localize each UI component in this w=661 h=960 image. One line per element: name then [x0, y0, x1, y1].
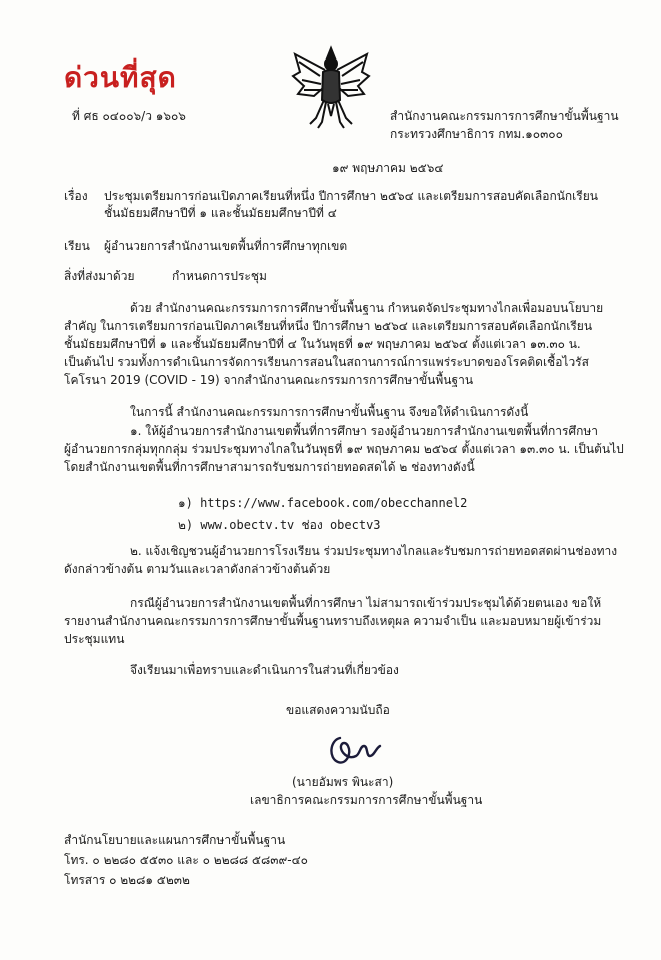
subject-label: เรื่อง	[64, 189, 88, 203]
enclosure-value: กำหนดการประชุม	[172, 269, 267, 283]
channel-link-facebook[interactable]: ๑) https://www.facebook.com/obecchannel2	[178, 496, 468, 510]
list-item-line: ๑. ให้ผู้อำนวยการสำนักงานเขตพื้นที่การศึกษา รองผู้อำนวยการสำนักงานเขตพื้นที่การศึกษา	[130, 424, 599, 438]
closing-salutation: ขอแสดงความนับถือ	[286, 703, 390, 717]
closing-paragraph: จึงเรียนมาเพื่อทราบและดำเนินการในส่วนที่เกี่ยวข้อง	[130, 663, 399, 677]
garuda-emblem-icon	[290, 42, 372, 130]
recipient-label: เรียน	[64, 239, 90, 253]
phone-number: โทร. ๐ ๒๒๘๐ ๕๕๓๐ และ ๐ ๒๒๘๘ ๕๘๓๙-๔๐	[64, 853, 308, 867]
paragraph-line: ชั้นมัธยมศึกษาปีที่ ๑ และชั้นมัธยมศึกษาปีที่ ๔ ในวันพุธที่ ๑๙ พฤษภาคม ๒๕๖๔ ตั้งแต่เวลา ๑๓.๓๐ น.	[64, 337, 581, 351]
list-item-line: โดยสำนักงานเขตพื้นที่การศึกษาสามารถรับชมการถ่ายทอดสดได้ ๒ ช่องทางดังนี้	[64, 460, 475, 474]
signer-name: (นายอัมพร พินะสา)	[292, 775, 394, 789]
paragraph-line: เป็นต้นไป รวมทั้งการดำเนินการจัดการเรียนการสอนในสถานการณ์การแพร่ระบาดของโรคติดเชื้อไวรัส	[64, 355, 589, 369]
document-date: ๑๙ พฤษภาคม ๒๕๖๔	[332, 161, 444, 175]
department-name: สำนักนโยบายและแผนการศึกษาขั้นพื้นฐาน	[64, 833, 286, 847]
list-item-line: ผู้อำนวยการกลุ่มทุกกลุ่ม ร่วมประชุมทางไกลในวันพุธที่ ๑๙ พฤษภาคม ๒๕๖๔ ตั้งแต่เวลา ๑๓.๓๐ น. เป็นต้นไป	[64, 442, 624, 456]
issuing-office: สำนักงานคณะกรรมการการศึกษาขั้นพื้นฐาน	[390, 109, 619, 123]
enclosure-label: สิ่งที่ส่งมาด้วย	[64, 269, 135, 283]
paragraph-line: กรณีผู้อำนวยการสำนักงานเขตพื้นที่การศึกษา ไม่สามารถเข้าร่วมประชุมได้ด้วยตนเอง ขอให้	[130, 596, 602, 610]
recipient-value: ผู้อำนวยการสำนักงานเขตพื้นที่การศึกษาทุกเขต	[104, 239, 348, 253]
urgency-heading: ด่วนที่สุด	[64, 61, 177, 94]
list-item-line: ดังกล่าวข้างต้น ตามวันและเวลาดังกล่าวข้างต้นด้วย	[64, 562, 331, 576]
paragraph-line: รายงานสำนักงานคณะกรรมการการศึกษาขั้นพื้นฐานทราบถึงเหตุผล ความจำเป็น และมอบหมายผู้เข้าร่วม	[64, 614, 602, 628]
signer-title: เลขาธิการคณะกรรมการการศึกษาขั้นพื้นฐาน	[250, 793, 483, 807]
subject-line: ประชุมเตรียมการก่อนเปิดภาคเรียนที่หนึ่ง ปีการศึกษา ๒๕๖๔ และเตรียมการสอบคัดเลือกนักเรียน	[104, 189, 598, 203]
channel-link-obectv[interactable]: ๒) www.obectv.tv ช่อง obectv3	[178, 518, 381, 532]
paragraph-line: ด้วย สำนักงานคณะกรรมการการศึกษาขั้นพื้นฐาน กำหนดจัดประชุมทางไกลเพื่อมอบนโยบาย	[130, 301, 604, 315]
subject-line: ชั้นมัธยมศึกษาปีที่ ๑ และชั้นมัธยมศึกษาปีที่ ๔	[104, 206, 337, 220]
paragraph-line: โคโรนา 2019 (COVID - 19) จากสำนักงานคณะกรรมการการศึกษาขั้นพื้นฐาน	[64, 373, 474, 387]
paragraph-line: สำคัญ ในการเตรียมการก่อนเปิดภาคเรียนที่หนึ่ง ปีการศึกษา ๒๕๖๔ และเตรียมการสอบคัดเลือกนักเรียน	[64, 319, 593, 333]
fax-number: โทรสาร ๐ ๒๒๘๑ ๕๒๓๒	[64, 873, 190, 887]
paragraph-line: ในการนี้ สำนักงานคณะกรรมการการศึกษาขั้นพื้นฐาน จึงขอให้ดำเนินการดังนี้	[130, 405, 529, 419]
paragraph-line: ประชุมแทน	[64, 632, 125, 646]
ministry-address: กระทรวงศึกษาธิการ กทม.๑๐๓๐๐	[390, 127, 563, 141]
list-item-line: ๒. แจ้งเชิญชวนผู้อำนวยการโรงเรียน ร่วมประชุมทางไกลและรับชมการถ่ายทอดสดผ่านช่องทาง	[130, 544, 618, 558]
signature-icon	[326, 730, 382, 770]
reference-number: ที่ ศธ ๐๔๐๐๖/ว ๑๖๐๖	[72, 109, 186, 123]
